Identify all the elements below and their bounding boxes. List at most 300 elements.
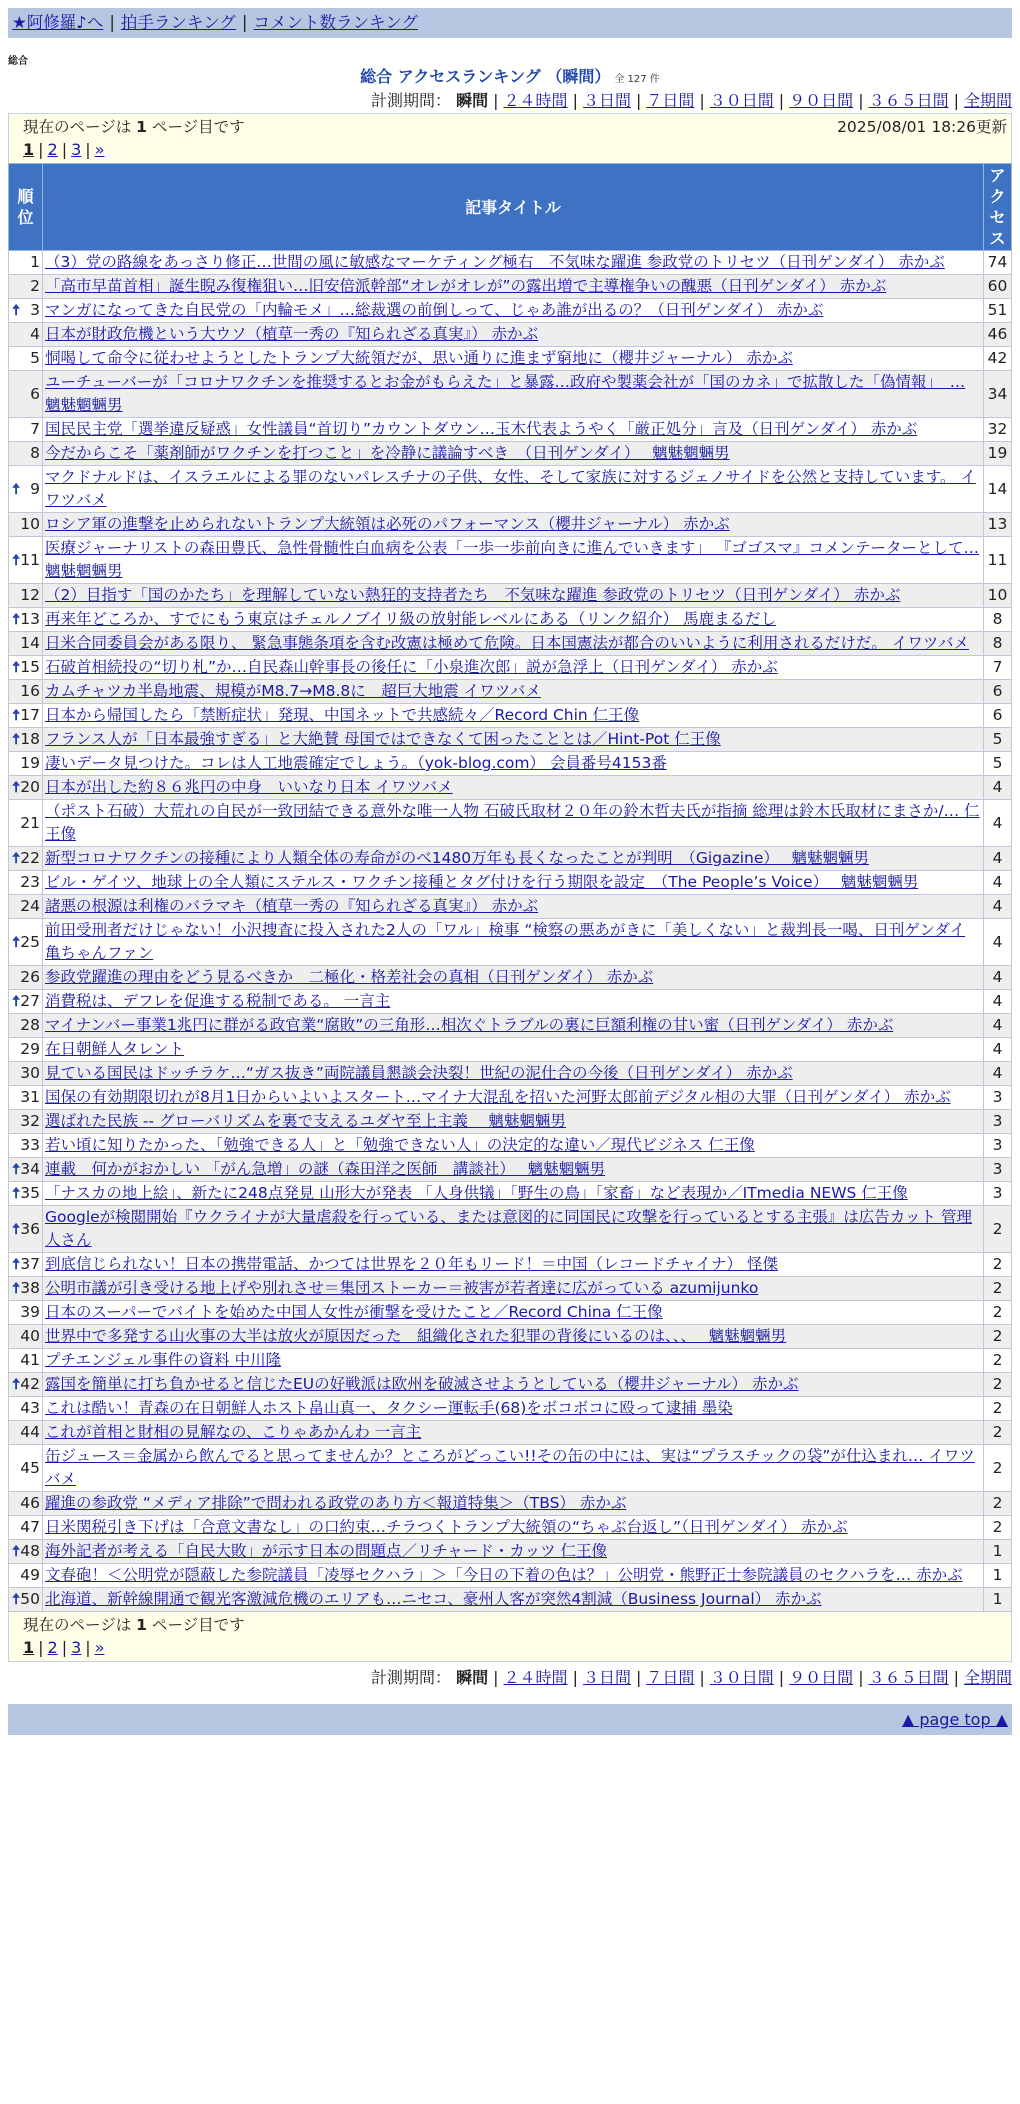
article-link[interactable]: 前田受刑者だけじゃない！小沢捜査に投入された2人の「ワル」検事 “検察の悪あがきに「美しくない」と裁判長一喝、日刊ゲンダイ 亀ちゃんファン	[45, 921, 966, 962]
access-count: 2	[984, 1253, 1012, 1277]
table-row	[9, 1110, 1012, 1134]
article-link[interactable]: 新型コロナワクチンの接種により人類全体の寿命がのべ1480万年も長くなったことが判明 （Gigazine） 魑魅魍魎男	[45, 849, 870, 867]
rank-number: 46	[20, 1494, 40, 1512]
rank-number: 7	[30, 420, 40, 438]
rank-cell	[9, 1134, 43, 1158]
access-count: 4	[984, 919, 1012, 966]
access-count: 4	[984, 1014, 1012, 1038]
rank-cell	[9, 966, 43, 990]
table-row	[9, 1397, 1012, 1421]
article-link[interactable]: 石破首相続投の“切り札”か…自民森山幹事長の後任に「小泉進次郎」説が急浮上（日刊ゲンダイ） 赤かぶ	[45, 658, 778, 676]
article-link[interactable]: 北海道、新幹線開通で観光客激減危機のエリアも…ニセコ、豪州人客が突然4割減（Business Journal） 赤かぶ	[45, 1590, 822, 1608]
article-link[interactable]: （2）目指す「国のかたち」を理解していない熱狂的支持者たち 不気味な躍進 参政党のトリセツ（日刊ゲンダイ） 赤かぶ	[45, 586, 901, 604]
article-link[interactable]: 日本が出した約８６兆円の中身 いいなり日本 イワツバメ	[45, 778, 453, 796]
title-cell	[43, 371, 984, 418]
pager-status-row-bottom	[23, 1614, 1007, 1637]
table-row	[9, 1134, 1012, 1158]
access-count: 8	[984, 608, 1012, 632]
period-separator: |	[572, 91, 578, 110]
category-label: 総合	[8, 56, 28, 67]
table-row	[9, 895, 1012, 919]
title-cell	[43, 1086, 984, 1110]
page-status-number: 1	[136, 1616, 147, 1634]
access-count: 1	[984, 1540, 1012, 1564]
table-row	[9, 990, 1012, 1014]
page-status	[23, 116, 245, 139]
page-link-current: 1	[23, 140, 35, 159]
table-row	[9, 1421, 1012, 1445]
rank-number: 50	[20, 1590, 40, 1608]
table-row	[9, 275, 1012, 299]
table-row	[9, 347, 1012, 371]
rank-cell	[9, 1086, 43, 1110]
rank-cell	[9, 1540, 43, 1564]
rank-cell	[9, 466, 43, 513]
rank-cell	[9, 1110, 43, 1134]
period-link-7d[interactable]: ７日間	[646, 1668, 695, 1687]
page-status-bottom	[23, 1614, 245, 1637]
access-count: 11	[984, 537, 1012, 584]
rank-number: 18	[20, 730, 40, 748]
rank-up-arrow-icon: 🠅	[12, 1184, 21, 1202]
article-link[interactable]: 「高市早苗首相」誕生睨み復権狙い…旧安倍派幹部“オレがオレが”の露出増で主導権争いの醜悪（日刊ゲンダイ） 赤かぶ	[45, 277, 887, 295]
rank-up-arrow-icon: 🠅	[12, 1279, 21, 1297]
nav-separator: |	[109, 13, 115, 32]
access-count: 2	[984, 1492, 1012, 1516]
nav-link-applause-ranking[interactable]: 拍手ランキング	[120, 13, 236, 32]
period-link-365d[interactable]: ３６５日間	[868, 1668, 949, 1687]
access-count: 46	[984, 323, 1012, 347]
rank-number: 10	[20, 515, 40, 533]
rank-number: 42	[20, 1375, 40, 1393]
rank-number: 11	[20, 550, 40, 569]
access-count: 4	[984, 847, 1012, 871]
access-count: 51	[984, 299, 1012, 323]
rank-up-arrow-icon: 🠅	[12, 658, 21, 676]
table-row	[9, 584, 1012, 608]
updated-timestamp: 2025/08/01 18:26更新	[837, 118, 1007, 136]
access-count: 34	[984, 371, 1012, 418]
ranking-table	[8, 163, 1012, 1612]
page-status-prefix: 現在のページは	[23, 1616, 132, 1634]
access-count: 10	[984, 584, 1012, 608]
period-link-3d[interactable]: ３日間	[582, 1668, 631, 1687]
page-link-2[interactable]: 2	[47, 140, 58, 159]
nav-link-asyura[interactable]: ★阿修羅♪へ	[12, 13, 104, 32]
article-link[interactable]: マクドナルドは、イスラエルによる罪のないパレスチナの子供、女性、そして家族に対するジェノサイドを公然と支持しています。 イワツバメ	[45, 468, 976, 509]
table-row	[9, 680, 1012, 704]
access-count: 8	[984, 632, 1012, 656]
article-link[interactable]: 国保の有効期限切れが8月1日からいよいよスタート…マイナ大混乱を招いた河野太郎前デジタル相の大罪（日刊ゲンダイ） 赤かぶ	[45, 1088, 951, 1106]
title-cell	[43, 776, 984, 800]
access-count: 19	[984, 442, 1012, 466]
rank-number: 29	[20, 1040, 40, 1058]
article-link[interactable]: Googleが検閲開始『ウクライナが大量虐殺を行っている、または意図的に同国民に攻撃を行っているとする主張』は広告カット 管理人さん	[45, 1208, 972, 1249]
article-link[interactable]: 医療ジャーナリストの森田豊氏、急性骨髄性白血病を公表「一歩一歩前向きに進んでいきます」 『ゴゴスマ』コメンテーターとして… 魑魅魍魎男	[45, 539, 980, 580]
title-cell	[43, 1421, 984, 1445]
rank-cell	[9, 728, 43, 752]
table-row	[9, 1588, 1012, 1612]
article-link[interactable]: （3）党の路線をあっさり修正…世間の風に敏感なマーケティング極右 不気味な躍進 参政党のトリセツ（日刊ゲンダイ） 赤かぶ	[45, 253, 945, 271]
table-row	[9, 418, 1012, 442]
table-row	[9, 1445, 1012, 1492]
article-link[interactable]: 到底信じられない！日本の携帯電話、かつては世界を２０年もリード！＝中国（レコードチャイナ） 怪傑	[45, 1255, 778, 1273]
access-count: 6	[984, 680, 1012, 704]
rank-number: 45	[20, 1458, 40, 1477]
table-row	[9, 776, 1012, 800]
article-link[interactable]: 露国を簡単に打ち負かせると信じたEUの好戦派は欧州を破滅させようとしている（櫻井ジャーナル） 赤かぶ	[45, 1375, 799, 1393]
title-cell	[43, 728, 984, 752]
title-cell	[43, 1516, 984, 1540]
rank-number: 43	[20, 1399, 40, 1417]
rank-up-arrow-icon: 🠅	[12, 1590, 21, 1608]
access-count: 4	[984, 990, 1012, 1014]
access-count: 2	[984, 1206, 1012, 1253]
period-selector-bottom	[8, 1665, 1012, 1690]
top-nav	[8, 8, 1012, 38]
title-cell	[43, 1110, 984, 1134]
rank-number: 26	[20, 968, 40, 986]
rank-cell	[9, 990, 43, 1014]
title-cell	[43, 466, 984, 513]
page-separator: |	[61, 1638, 68, 1657]
rank-number: 19	[20, 754, 40, 772]
period-link-all[interactable]: 全期間	[963, 1668, 1012, 1687]
article-link[interactable]: 日米合同委員会がある限り、 緊急事態条項を含む改憲は極めて危険。日本国憲法が都合のいいように利用されるだけだ。 イワツバメ	[45, 634, 970, 652]
title-cell	[43, 1349, 984, 1373]
article-link[interactable]: ユーチューバーが「コロナワクチンを推奨するとお金がもらえた」と暴露…政府や製薬会社が「国のカネ」で拡散した「偽情報」 … 魑魅魍魎男	[45, 373, 966, 414]
rank-cell	[9, 1445, 43, 1492]
rank-number: 25	[20, 932, 40, 951]
period-link-90d[interactable]: ９０日間	[789, 91, 854, 110]
article-link[interactable]: 国民民主党「選挙違反疑惑」女性議員“首切り”カウントダウン…玉木代表ようやく「厳正処分」言及（日刊ゲンダイ） 赤かぶ	[45, 420, 918, 438]
rank-number: 44	[20, 1423, 40, 1441]
rank-number: 40	[20, 1327, 40, 1345]
table-row	[9, 1540, 1012, 1564]
title-cell	[43, 251, 984, 275]
title-cell	[43, 418, 984, 442]
rank-cell	[9, 608, 43, 632]
article-link[interactable]: 恫喝して命令に従わせようとしたトランプ大統領だが、思い通りに進まず窮地に（櫻井ジャーナル） 赤かぶ	[45, 349, 793, 367]
article-link[interactable]: 日本から帰国したら「禁断症状」発現、中国ネットで共感続々／Record Chin 仁王像	[45, 706, 640, 724]
rank-number: 17	[20, 706, 40, 724]
rank-number: 33	[20, 1136, 40, 1154]
rank-cell	[9, 871, 43, 895]
rank-up-arrow-icon: 🠅	[12, 1542, 21, 1560]
article-link[interactable]: 海外記者が考える「自民大敗」が示す日本の問題点／リチャード・カッツ 仁王像	[45, 1542, 607, 1560]
article-link[interactable]: 参政党躍進の理由をどう見るべきか 二極化・格差社会の真相（日刊ゲンダイ） 赤かぶ	[45, 968, 654, 986]
table-row	[9, 1325, 1012, 1349]
article-link[interactable]: 選ばれた民族 -- グローバリズムを裏で支えるユダヤ至上主義 魑魅魍魎男	[45, 1112, 566, 1130]
rank-number: 16	[20, 682, 40, 700]
rank-number: 37	[20, 1255, 40, 1273]
period-link-all[interactable]: 全期間	[963, 91, 1012, 110]
access-count: 1	[984, 1588, 1012, 1612]
nav-separator: |	[241, 13, 248, 32]
title-cell	[43, 1588, 984, 1612]
article-link[interactable]: プチエンジェル事件の資料 中川隆	[45, 1351, 282, 1369]
access-count: 13	[984, 513, 1012, 537]
title-cell	[43, 1325, 984, 1349]
rank-up-arrow-icon: 🠅	[12, 778, 21, 796]
nav-link-comment-ranking[interactable]: コメント数ランキング	[253, 13, 418, 32]
rank-number: 13	[20, 610, 40, 628]
rank-cell	[9, 632, 43, 656]
table-row	[9, 847, 1012, 871]
period-separator: |	[635, 91, 642, 110]
access-count: 4	[984, 776, 1012, 800]
table-row	[9, 1038, 1012, 1062]
article-link[interactable]: マイナンバー事業1兆円に群がる政官業“腐敗”の三角形…相次ぐトラブルの裏に巨額利権の甘い蜜（日刊ゲンダイ） 赤かぶ	[45, 1016, 894, 1034]
article-link[interactable]: これが首相と財相の見解なの、こりゃあかんわ 一言主	[45, 1423, 422, 1441]
rank-number: 39	[20, 1303, 40, 1321]
period-current: 瞬間	[456, 1668, 489, 1687]
title-cell	[43, 1206, 984, 1253]
title-cell	[43, 299, 984, 323]
period-link-30d[interactable]: ３０日間	[709, 91, 774, 110]
access-count: 4	[984, 800, 1012, 847]
period-link-24h[interactable]: ２４時間	[503, 91, 568, 110]
access-count: 42	[984, 347, 1012, 371]
rank-number: 30	[20, 1064, 40, 1082]
title-cell	[43, 1134, 984, 1158]
table-row	[9, 608, 1012, 632]
rank-number: 35	[20, 1184, 40, 1202]
table-row	[9, 251, 1012, 275]
rank-cell	[9, 1038, 43, 1062]
access-count: 4	[984, 1062, 1012, 1086]
article-link[interactable]: カムチャツカ半島地震、規模がM8.7→M8.8に 超巨大地震 イワツバメ	[45, 682, 541, 700]
article-link[interactable]: 若い頃に知りたかった、「勉強できる人」と「勉強できない人」の決定的な違い／現代ビジネス 仁王像	[45, 1136, 755, 1154]
article-link[interactable]: ビル・ゲイツ、地球上の全人類にステルス・ワクチン接種とタグ付けを行う期限を設定 （The People’s Voice） 魑魅魍魎男	[45, 873, 919, 891]
rank-cell	[9, 1182, 43, 1206]
article-link[interactable]: フランス人が「日本最強すぎる」と大絶賛 母国ではできなくて困ったこととは／Hint-Pot 仁王像	[45, 730, 721, 748]
rank-number: 6	[30, 384, 40, 403]
rank-cell	[9, 1397, 43, 1421]
rank-number: 5	[30, 349, 40, 367]
rank-cell	[9, 1421, 43, 1445]
page-link-3[interactable]: 3	[71, 140, 82, 159]
article-link[interactable]: 公明市議が引き受ける地上げや別れさせ＝集団ストーカー＝被害が若者達に広がっている azumijunko	[45, 1279, 759, 1297]
table-row	[9, 323, 1012, 347]
period-separator: |	[778, 91, 785, 110]
rank-cell	[9, 656, 43, 680]
rank-cell	[9, 1062, 43, 1086]
rank-cell	[9, 776, 43, 800]
rank-up-arrow-icon: 🠅	[12, 479, 21, 498]
article-link[interactable]: 世界中で多発する山火事の大半は放火が原因だった 組織化された犯罪の背後にいるのは、、、 魑魅魍魎男	[45, 1327, 787, 1345]
rank-up-arrow-icon: 🠅	[12, 1375, 21, 1393]
period-link-7d[interactable]: ７日間	[646, 91, 695, 110]
column-header-rank: 順位	[9, 164, 43, 251]
rank-number: 47	[20, 1518, 40, 1536]
period-label: 計測期間：	[371, 1668, 452, 1687]
title-cell	[43, 752, 984, 776]
page-link-next[interactable]: »	[94, 1638, 105, 1657]
pager-top	[8, 113, 1012, 163]
article-link[interactable]: 諸悪の根源は利権のバラマキ（植草一秀の『知られざる真実』） 赤かぶ	[45, 897, 539, 915]
access-count: 2	[984, 1445, 1012, 1492]
title-cell	[43, 1301, 984, 1325]
article-link[interactable]: 凄いデータ見つけた。コレは人工地震確定でしょう。（yok-blog.com） 会員番号4153番	[45, 754, 667, 772]
access-count: 2	[984, 1373, 1012, 1397]
title-cell	[43, 1373, 984, 1397]
article-link[interactable]: 日本のスーパーでバイトを始めた中国人女性が衝撃を受けたこと／Record China 仁王像	[45, 1303, 663, 1321]
article-link[interactable]: 日米関税引き下げは「合意文書なし」の口約束…チラつくトランプ大統領の“ちゃぶ台返し”（日刊ゲンダイ） 赤かぶ	[45, 1518, 848, 1536]
article-link[interactable]: 文春砲！＜公明党が隠蔽した参院議員「凌辱セクハラ」＞「今日の下着の色は？」公明党・熊野正士参院議員のセクハラを… 赤かぶ	[45, 1566, 963, 1584]
period-link-30d[interactable]: ３０日間	[709, 1668, 774, 1687]
rank-cell	[9, 1373, 43, 1397]
table-row	[9, 1062, 1012, 1086]
rank-up-arrow-icon: 🠅	[12, 1160, 21, 1178]
article-link[interactable]: 「ナスカの地上絵」、新たに248点発見 山形大が発表 「人身供犠」「野生の鳥」「家畜」など表現か／ITmedia NEWS 仁王像	[45, 1184, 908, 1202]
rank-number: 32	[20, 1112, 40, 1130]
period-separator: |	[572, 1668, 578, 1687]
article-link[interactable]: 缶ジュース＝金属から飲んでると思ってませんか？ところがどっこい!!その缶の中には、実は“プラスチックの袋”が仕込まれ… イワツバメ	[45, 1447, 975, 1488]
ranking-table-body	[9, 251, 1012, 1612]
access-count: 2	[984, 1349, 1012, 1373]
rank-cell	[9, 299, 43, 323]
table-row	[9, 371, 1012, 418]
table-row	[9, 537, 1012, 584]
table-row	[9, 299, 1012, 323]
table-row	[9, 919, 1012, 966]
article-link[interactable]: 連載 何かがおかしい 「がん急増」の謎（森田洋之医師 講談社） 魑魅魍魎男	[45, 1160, 606, 1178]
rank-up-arrow-icon: 🠅	[12, 1255, 21, 1273]
page-separator: |	[38, 1638, 44, 1657]
page-top-link[interactable]: ▲ page top ▲	[901, 1710, 1008, 1729]
rank-cell	[9, 1564, 43, 1588]
rank-up-arrow-icon: 🠅	[12, 550, 21, 569]
pager-status-row	[23, 116, 1007, 139]
rank-cell	[9, 442, 43, 466]
rank-up-arrow-icon: 🠅	[12, 730, 21, 748]
article-link[interactable]: 見ている国民はドッチラケ…“ガス抜き”両院議員懇談会決裂！世紀の泥仕合の今後（日刊ゲンダイ） 赤かぶ	[45, 1064, 793, 1082]
access-count: 2	[984, 1301, 1012, 1325]
access-count: 7	[984, 656, 1012, 680]
rank-cell	[9, 1206, 43, 1253]
rank-number: 2	[30, 277, 40, 295]
access-count: 2	[984, 1277, 1012, 1301]
article-link[interactable]: 今だからこそ「薬剤師がワクチンを打つこと」を冷静に議論すべき （日刊ゲンダイ） 魑魅魍魎男	[45, 444, 730, 462]
table-row	[9, 1158, 1012, 1182]
title-cell	[43, 1564, 984, 1588]
page-link-2[interactable]: 2	[47, 1638, 58, 1657]
table-row	[9, 1206, 1012, 1253]
period-link-365d[interactable]: ３６５日間	[868, 91, 949, 110]
rank-up-arrow-icon: 🠅	[12, 932, 21, 951]
column-header-access: アクセス	[984, 164, 1012, 251]
rank-cell	[9, 847, 43, 871]
table-row	[9, 1349, 1012, 1373]
table-row	[9, 1492, 1012, 1516]
access-count: 5	[984, 728, 1012, 752]
period-link-24h[interactable]: ２４時間	[503, 1668, 568, 1687]
article-link[interactable]: 在日朝鮮人タレント	[45, 1040, 185, 1058]
article-link[interactable]: 再来年どころか、すでにもう東京はチェルノブイリ級の放射能レベルにある（リンク紹介） 馬鹿まるだし	[45, 610, 777, 628]
page-link-next[interactable]: »	[94, 140, 105, 159]
table-row	[9, 1301, 1012, 1325]
rank-cell	[9, 1516, 43, 1540]
title-cell	[43, 656, 984, 680]
title-cell	[43, 323, 984, 347]
period-selector-top	[8, 88, 1012, 113]
title-cell	[43, 632, 984, 656]
pager-bottom	[8, 1612, 1012, 1662]
article-link[interactable]: 躍進の参政党 “メディア排除”で問われる政党のあり方＜報道特集＞（TBS） 赤かぶ	[45, 1494, 627, 1512]
rank-cell	[9, 1301, 43, 1325]
period-link-3d[interactable]: ３日間	[582, 91, 631, 110]
title-cell	[43, 1277, 984, 1301]
access-count: 60	[984, 275, 1012, 299]
title-cell	[43, 442, 984, 466]
title-cell	[43, 1492, 984, 1516]
table-row	[9, 466, 1012, 513]
article-link[interactable]: （ポスト石破）大荒れの自民が一致団結できる意外な唯一人物 石破氏取材２０年の鈴木哲夫氏が指摘 総理は鈴木氏取材にまさか/… 仁王像	[45, 802, 980, 843]
title-cell	[43, 895, 984, 919]
title-cell	[43, 847, 984, 871]
rank-cell	[9, 1349, 43, 1373]
rank-cell	[9, 919, 43, 966]
article-link[interactable]: 消費税は、デフレを促進する税制である。 一言主	[45, 992, 391, 1010]
title-cell	[43, 608, 984, 632]
rank-cell	[9, 371, 43, 418]
access-count: 4	[984, 871, 1012, 895]
table-row	[9, 632, 1012, 656]
access-count: 4	[984, 966, 1012, 990]
table-row	[9, 1253, 1012, 1277]
rank-cell	[9, 895, 43, 919]
period-label: 計測期間：	[371, 91, 452, 110]
table-row	[9, 1564, 1012, 1588]
rank-cell	[9, 752, 43, 776]
rank-number: 49	[20, 1566, 40, 1584]
table-row	[9, 1182, 1012, 1206]
page-link-3[interactable]: 3	[71, 1638, 82, 1657]
rank-number: 34	[20, 1160, 40, 1178]
table-row	[9, 442, 1012, 466]
rank-cell	[9, 1325, 43, 1349]
article-link[interactable]: ロシア軍の進撃を止められないトランプ大統領は必死のパフォーマンス（櫻井ジャーナル） 赤かぶ	[45, 515, 730, 533]
rank-cell	[9, 347, 43, 371]
title-cell	[43, 919, 984, 966]
rank-cell	[9, 251, 43, 275]
title-cell	[43, 584, 984, 608]
rank-number: 21	[20, 813, 40, 832]
access-count: 2	[984, 1325, 1012, 1349]
period-link-90d[interactable]: ９０日間	[789, 1668, 854, 1687]
article-link[interactable]: マンガになってきた自民党の「内輪モメ」…総裁選の前倒しって、じゃあ誰が出るの？（日刊ゲンダイ） 赤かぶ	[45, 301, 824, 319]
rank-cell	[9, 584, 43, 608]
page-separator: |	[61, 140, 68, 159]
title-cell	[43, 1182, 984, 1206]
rank-cell	[9, 418, 43, 442]
article-link[interactable]: 日本が財政危機という大ウソ（植草一秀の『知られざる真実』） 赤かぶ	[45, 325, 539, 343]
access-count: 3	[984, 1134, 1012, 1158]
rank-cell	[9, 1588, 43, 1612]
footer-bar	[8, 1704, 1012, 1735]
access-count: 2	[984, 1516, 1012, 1540]
rank-number: 3	[30, 301, 40, 319]
page-title-line	[8, 66, 1012, 88]
rank-number: 9	[30, 479, 40, 498]
rank-number: 20	[20, 778, 40, 796]
access-count: 1	[984, 1564, 1012, 1588]
rank-up-arrow-icon: 🠅	[12, 706, 21, 724]
rank-cell	[9, 1253, 43, 1277]
period-separator: |	[699, 91, 705, 110]
article-link[interactable]: これは酷い！青森の在日朝鮮人ホスト畠山真一、タクシー運転手(68)をボコボコに殴って逮捕 墨染	[45, 1399, 733, 1417]
